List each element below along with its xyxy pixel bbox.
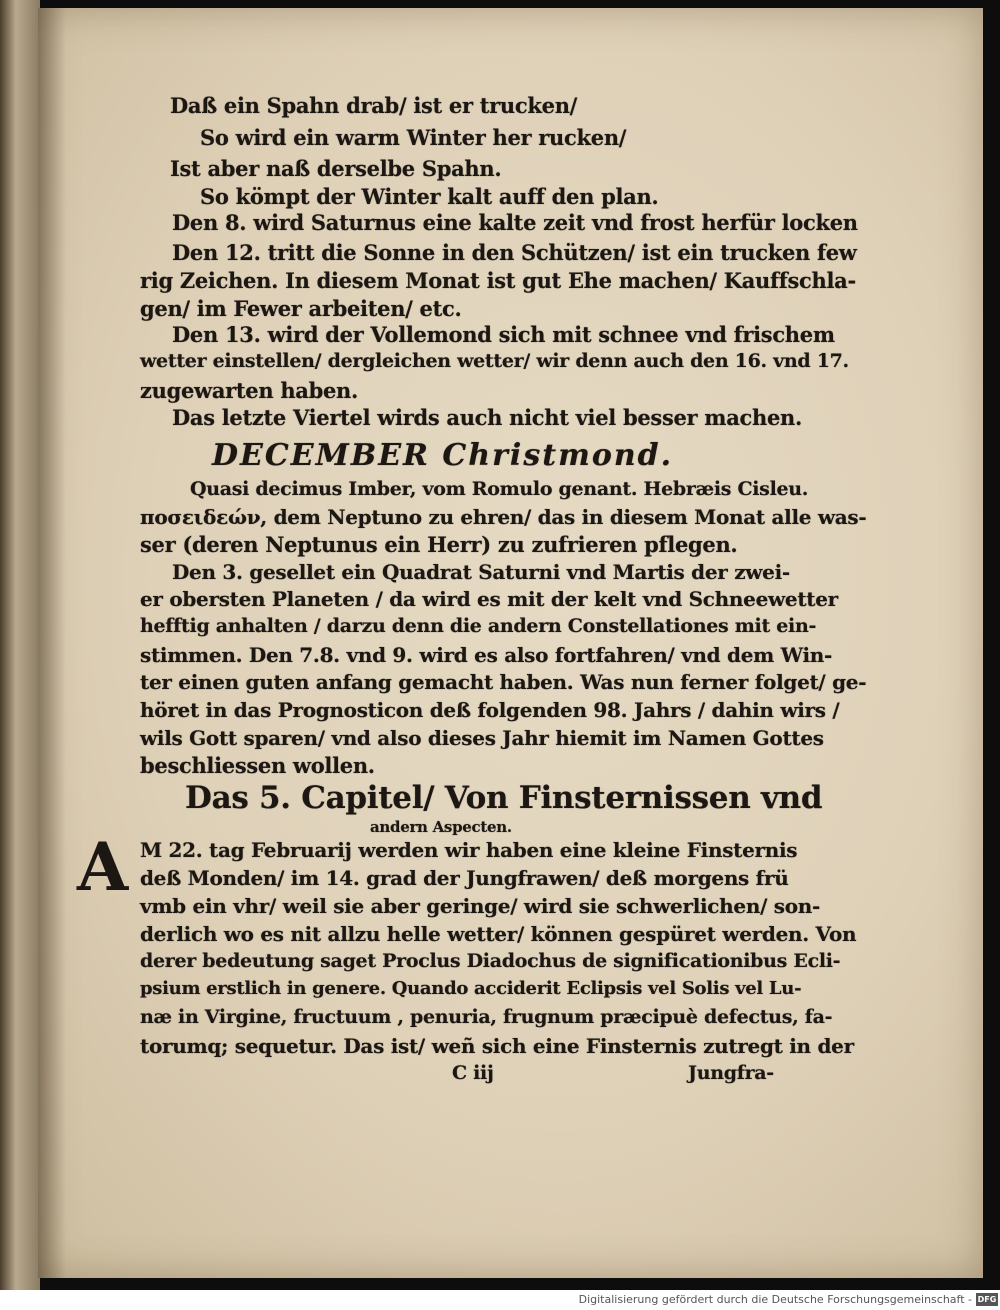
signature-mark: C iij xyxy=(452,1062,494,1084)
text-line: Das letzte Viertel wirds auch nicht viel besser machen. xyxy=(172,405,803,430)
page-gutter-shadow xyxy=(38,8,66,1278)
text-line: wils Gott sparen/ vnd also dieses Jahr hiemit im Namen Gottes xyxy=(140,726,824,750)
left-page-edge xyxy=(0,0,40,1290)
text-line: ποσειδεών, dem Neptuno zu ehren/ das in diesem Monat alle was- xyxy=(140,505,867,529)
text-line: beschliessen wollen. xyxy=(140,753,375,778)
chapter-heading: Das 5. Capitel/ Von Finsternissen vnd xyxy=(185,780,823,816)
text-line: næ in Virgine, fructuum , penuria, frugnum præcipuè defectus, fa- xyxy=(140,1006,833,1028)
text-line: zugewarten haben. xyxy=(140,378,359,403)
text-line: vmb ein vhr/ weil sie aber geringe/ wird sie schwerlichen/ son- xyxy=(140,894,820,918)
chapter-subheading: andern Aspecten. xyxy=(370,818,512,836)
text-line: Ist aber naß derselbe Spahn. xyxy=(170,156,502,181)
text-line: ter einen guten anfang gemacht haben. Was nun ferner folget/ ge- xyxy=(140,670,867,694)
funding-credit: Digitalisierung gefördert durch die Deutsche Forschungsgemeinschaft - xyxy=(578,1293,972,1306)
text-line: Den 8. wird Saturnus eine kalte zeit vnd frost herfür locken xyxy=(172,210,858,235)
dfg-logo: DFG xyxy=(977,1295,997,1304)
text-line: Quasi decimus Imber, vom Romulo genant. Hebræis Cisleu. xyxy=(190,478,809,500)
text-line: So wird ein warm Winter her rucken/ xyxy=(200,125,627,150)
text-line: derer bedeutung saget Proclus Diadochus de significationibus Ecli- xyxy=(140,950,841,972)
text-line: hefftig anhalten / darzu denn die andern Constellationes mit ein- xyxy=(140,615,817,637)
text-line: derlich wo es nit allzu helle wetter/ können gespüret werden. Von xyxy=(140,922,857,946)
text-line: ser (deren Neptunus ein Herr) zu zufrieren pflegen. xyxy=(140,532,738,557)
text-line: Daß ein Spahn drab/ ist er trucken/ xyxy=(170,93,578,118)
text-line: höret in das Prognosticon deß folgenden 98. Jahrs / dahin wirs / xyxy=(140,698,840,722)
text-line: gen/ im Fewer arbeiten/ etc. xyxy=(140,296,462,321)
text-line: stimmen. Den 7.8. vnd 9. wird es also fortfahren/ vnd dem Win- xyxy=(140,643,833,667)
text-line: torumq; sequetur. Das ist/ weñ sich eine Finsternis zutregt in der xyxy=(140,1034,854,1058)
text-line: rig Zeichen. In diesem Monat ist gut Ehe machen/ Kauffschla- xyxy=(140,268,856,293)
text-line: Den 3. gesellet ein Quadrat Saturni vnd Martis der zwei- xyxy=(172,560,790,584)
text-line: Den 13. wird der Vollemond sich mit schnee vnd frischem xyxy=(172,322,835,347)
text-line: So kömpt der Winter kalt auff den plan. xyxy=(200,184,659,209)
text-line: er obersten Planeten / da wird es mit der kelt vnd Schneewetter xyxy=(140,587,838,611)
text-line: psium erstlich in genere. Quando acciderit Eclipsis vel Solis vel Lu- xyxy=(140,978,802,999)
drop-cap-initial: A xyxy=(77,828,129,906)
catchword: Jungfra- xyxy=(688,1062,774,1084)
text-line: deß Monden/ im 14. grad der Jungfrawen/ deß morgens frü xyxy=(140,866,789,890)
text-line: Den 12. tritt die Sonne in den Schützen/ ist ein trucken few xyxy=(172,240,857,265)
text-line: wetter einstellen/ dergleichen wetter/ wir denn auch den 16. vnd 17. xyxy=(140,350,849,372)
text-line: M 22. tag Februarij werden wir haben eine kleine Finsternis xyxy=(140,838,798,862)
section-heading: DECEMBER Christmond. xyxy=(212,438,674,473)
